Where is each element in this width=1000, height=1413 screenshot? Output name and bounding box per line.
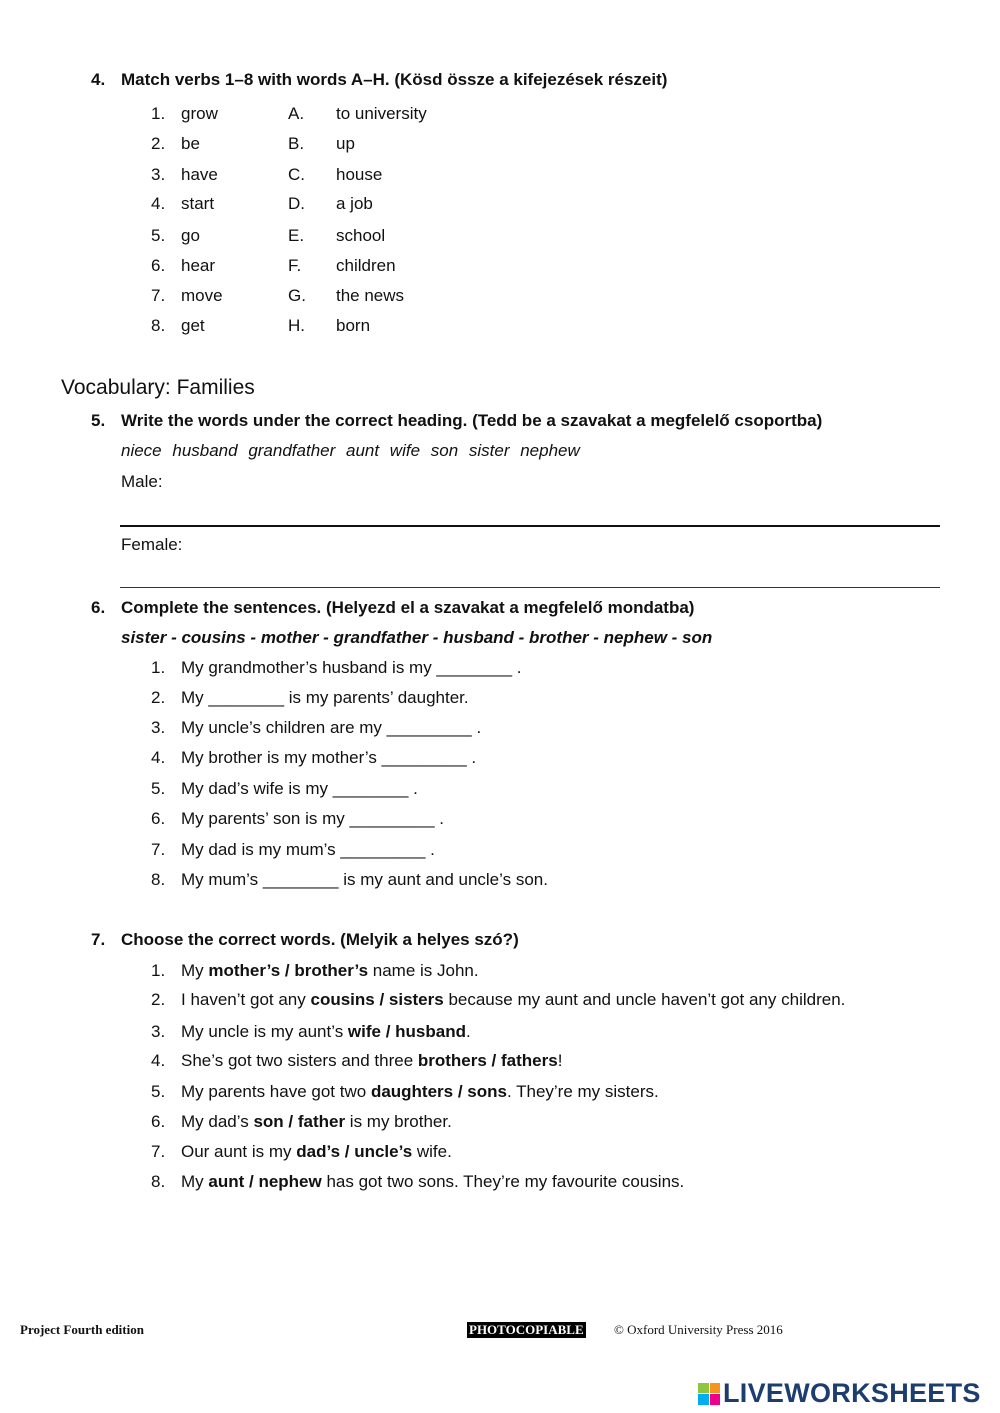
q6-word-bank: sister - cousins - mother - grandfather - husband - brother - nephew - son [121, 628, 713, 647]
word-choice[interactable]: daughters / sons [370, 1082, 507, 1101]
word[interactable]: up [336, 134, 355, 153]
text-after: ! [557, 1051, 563, 1070]
sentence-number: 1. [151, 961, 166, 980]
male-label: Male: [121, 472, 163, 491]
sentence-text [181, 990, 845, 1010]
q4-title: Match verbs 1–8 with words A–H. (Kösd össze a kifejezések részeit) [121, 70, 668, 89]
sentence-number: 6. [151, 1112, 166, 1131]
sentence-text [181, 961, 479, 981]
text-before: My uncle is my aunt’s [181, 1022, 348, 1041]
word[interactable]: a job [336, 194, 373, 213]
word-choice[interactable]: cousins / sisters [310, 990, 444, 1009]
text-after: has got two sons. They’re my favourite cousins. [321, 1172, 685, 1191]
sentence-text[interactable]: My uncle’s children are my _________ . [181, 718, 482, 737]
sentence-text [181, 1022, 471, 1042]
word-letter: H. [288, 316, 305, 335]
sentence-number: 2. [151, 688, 166, 707]
sentence-number: 8. [151, 870, 166, 889]
verb[interactable]: be [181, 134, 200, 153]
logo-square [698, 1383, 709, 1394]
footer-edition: Project Fourth edition [20, 1322, 144, 1337]
verb-number: 3. [151, 165, 166, 184]
verb[interactable]: get [181, 316, 205, 335]
word-letter: B. [288, 134, 305, 153]
word-letter: F. [288, 256, 302, 275]
sentence-number: 1. [151, 658, 166, 677]
sentence-text [181, 1082, 659, 1102]
sentence-text[interactable]: My parents’ son is my _________ . [181, 809, 445, 828]
liveworksheets-logo[interactable] [698, 1378, 981, 1409]
text-after: wife. [412, 1142, 452, 1161]
verb-number: 4. [151, 194, 166, 213]
sentence-text [181, 1112, 452, 1132]
sentence-number: 3. [151, 1022, 166, 1041]
sentence-text [181, 1172, 684, 1192]
text-before: My [181, 961, 209, 980]
female-answer-line[interactable] [120, 587, 940, 588]
word[interactable]: school [336, 226, 386, 245]
word-choice[interactable]: dad’s / uncle’s [296, 1142, 413, 1161]
word-choice[interactable]: mother’s / brother’s [208, 961, 369, 980]
text-before: She’s got two sisters and three [181, 1051, 418, 1070]
verb[interactable]: go [181, 226, 200, 245]
word-letter: C. [288, 165, 305, 184]
sentence-number: 3. [151, 718, 166, 737]
verb-number: 8. [151, 316, 166, 335]
verb-number: 7. [151, 286, 166, 305]
text-before: I haven’t got any [181, 990, 311, 1009]
word-letter: A. [288, 104, 305, 123]
verb-number: 2. [151, 134, 166, 153]
liveworksheets-wordmark: LIVEWORKSHEETS [723, 1378, 981, 1408]
sentence-text[interactable]: My ________ is my parents’ daughter. [181, 688, 469, 707]
copyright-notice: © Oxford University Press 2016 [614, 1322, 783, 1337]
verb[interactable]: move [181, 286, 223, 305]
sentence-number: 4. [151, 748, 166, 767]
sentence-number: 5. [151, 779, 166, 798]
verb[interactable]: start [181, 194, 215, 213]
verb[interactable]: grow [181, 104, 218, 123]
text-before: Our aunt is my [181, 1142, 297, 1161]
q5-number: 5. [91, 411, 106, 430]
vocabulary-heading: Vocabulary: Families [61, 376, 255, 399]
sentence-text[interactable]: My dad is my mum’s _________ . [181, 840, 435, 859]
text-before: My [181, 1172, 209, 1191]
logo-square [710, 1394, 721, 1405]
word-letter: E. [288, 226, 305, 245]
sentence-text [181, 1051, 562, 1071]
sentence-number: 7. [151, 840, 166, 859]
verb-number: 5. [151, 226, 166, 245]
q7-title: Choose the correct words. (Melyik a helyes szó?) [121, 930, 519, 949]
verb-number: 6. [151, 256, 166, 275]
liveworksheets-icon [698, 1383, 720, 1405]
q5-word-list: niece husband grandfather aunt wife son sister nephew [121, 441, 580, 460]
q5-title: Write the words under the correct heading. (Tedd be a szavakat a megfelelő csoportba) [121, 411, 823, 430]
word-choice[interactable]: son / father [253, 1112, 346, 1131]
sentence-number: 8. [151, 1172, 166, 1191]
sentence-number: 4. [151, 1051, 166, 1070]
word[interactable]: house [336, 165, 383, 184]
word-letter: D. [288, 194, 305, 213]
female-label: Female: [121, 535, 183, 554]
q6-title: Complete the sentences. (Helyezd el a szavakat a megfelelő mondatba) [121, 598, 695, 617]
text-after: . [465, 1022, 471, 1041]
text-before: My parents have got two [181, 1082, 371, 1101]
text-after: because my aunt and uncle haven’t got any children. [443, 990, 846, 1009]
verb[interactable]: have [181, 165, 218, 184]
word[interactable]: the news [336, 286, 405, 305]
sentence-number: 5. [151, 1082, 166, 1101]
word-letter: G. [288, 286, 306, 305]
sentence-text[interactable]: My grandmother’s husband is my ________ . [181, 658, 522, 677]
male-answer-line[interactable] [120, 525, 940, 527]
sentence-number: 6. [151, 809, 166, 828]
word-choice[interactable]: wife / husband [347, 1022, 466, 1041]
photocopiable-badge: PHOTOCOPIABLE [469, 1322, 584, 1337]
verb[interactable]: hear [181, 256, 216, 275]
sentence-number: 7. [151, 1142, 166, 1161]
word[interactable]: born [336, 316, 371, 335]
q4-number: 4. [91, 70, 106, 89]
text-after: . They’re my sisters. [506, 1082, 659, 1101]
logo-square [698, 1394, 709, 1405]
text-after: name is John. [368, 961, 479, 980]
sentence-number: 2. [151, 990, 166, 1009]
logo-square [710, 1383, 721, 1394]
text-before: My dad’s [181, 1112, 254, 1131]
text-after: is my brother. [345, 1112, 452, 1131]
q6-number: 6. [91, 598, 106, 617]
sentence-text[interactable]: My dad’s wife is my ________ . [181, 779, 418, 798]
sentence-text[interactable]: My mum’s ________ is my aunt and uncle’s son. [181, 870, 548, 889]
q7-number: 7. [91, 930, 106, 949]
word-choice[interactable]: aunt / nephew [208, 1172, 322, 1191]
word[interactable]: to university [336, 104, 427, 123]
word-choice[interactable]: brothers / fathers [417, 1051, 558, 1070]
sentence-text [181, 1142, 452, 1162]
word[interactable]: children [336, 256, 396, 275]
verb-number: 1. [151, 104, 166, 123]
sentence-text[interactable]: My brother is my mother’s _________ . [181, 748, 477, 767]
